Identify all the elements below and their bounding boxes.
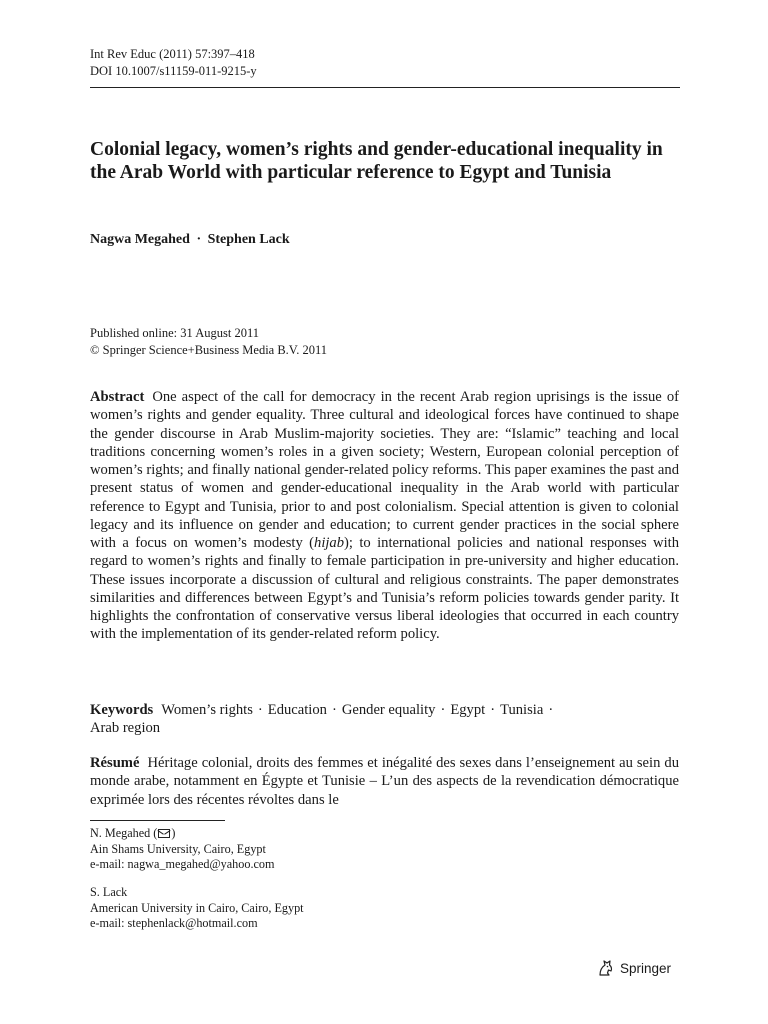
article-title: Colonial legacy, women’s rights and gender-educational inequality in the Arab World with particular reference to Egypt and Tunisia [90, 139, 663, 183]
header-rule [90, 87, 680, 88]
affiliation-email[interactable]: e-mail: nagwa_megahed@yahoo.com [90, 857, 275, 871]
keywords [90, 701, 679, 738]
resume-text: Héritage colonial, droits des femmes et inégalité des sexes dans l’enseignement au sein du monde arabe, notamment en Égypte et Tunisie – L’un des aspects de la revendication démocratique exprimée lors des récentes révoltes dans le [90, 755, 679, 808]
publication-info [90, 325, 327, 358]
envelope-icon [158, 829, 170, 838]
keyword-separator: · [331, 702, 337, 718]
keyword-separator: · [548, 702, 554, 718]
affiliation-institution: Ain Shams University, Cairo, Egypt [90, 841, 266, 856]
affiliation-name-close: ) [171, 826, 176, 840]
published-online-date: Published online: 31 August 2011 [90, 326, 259, 340]
copyright-notice: © Springer Science+Business Media B.V. 2011 [90, 342, 328, 357]
keyword: Education [267, 702, 327, 718]
abstract-italic-term: hijab [314, 535, 345, 551]
doi: DOI 10.1007/s11159-011-9215-y [90, 64, 257, 78]
keyword-separator: · [440, 702, 446, 718]
keyword: Tunisia [500, 702, 544, 718]
publisher-name: Springer [620, 960, 672, 976]
keyword: Women’s rights [161, 702, 253, 718]
affiliation-name-line [90, 826, 275, 842]
journal-citation: Int Rev Educ (2011) 57:397–418 [90, 47, 255, 61]
affiliation-name: N. Megahed ( [90, 826, 158, 840]
abstract [90, 388, 679, 644]
keyword: Gender equality [341, 702, 436, 718]
journal-header [90, 46, 257, 80]
publisher-mark [596, 958, 671, 978]
abstract-text: One aspect of the call for democracy in the recent Arab region uprisings is the issue of women’s rights and gender equality. Three cultural and ideological forces have continued to shape the gender discourse in Arab Muslim-majority societies. They are: “Islamic” teaching and local traditions concerning women’s roles in a given society; Western, European colonial perception of women’s rights; and finally national gender-related policy reforms. This paper examines the past and present status of women and gender-educational inequality in the Arab world with particular reference to Egypt and Tunisia, prior to and post colonialism. Special attention is given to colonial legacy and its influence on gender and education; to current gender practices in the social sphere with a focus on women’s modesty ( [90, 389, 679, 551]
affiliation-email[interactable]: e-mail: stephenlack@hotmail.com [90, 916, 258, 930]
resume [90, 754, 679, 809]
abstract-label: Abstract [90, 389, 145, 405]
keyword-separator: · [257, 702, 263, 718]
author-list [90, 232, 290, 248]
resume-label: Résumé [90, 755, 140, 771]
author-name: Stephen Lack [207, 232, 290, 247]
springer-horse-icon [596, 958, 616, 978]
keyword: Egypt [450, 702, 486, 718]
affiliation-megahed [90, 826, 275, 873]
abstract-text: ); to international policies and national responses with regard to women’s rights and finally to female participation in pre-university and higher education. These issues incorporate a discussion of cultural and religious constraints. The paper demonstrates similarities and differences between Egypt’s and Tunisia’s reform policies towards gender parity. It highlights the confrontation of conservative versus liberal ideologies that occurred in each country with the implementation of its gender-related reform policy. [90, 535, 679, 643]
author-name: Nagwa Megahed [90, 232, 190, 247]
author-separator: · [196, 232, 202, 247]
keyword: Arab region [90, 720, 161, 737]
footnote-rule [90, 820, 225, 821]
affiliation-lack [90, 885, 304, 932]
affiliation-institution: American University in Cairo, Cairo, Egypt [90, 900, 304, 915]
affiliation-name: S. Lack [90, 885, 128, 899]
keyword-separator: · [490, 702, 496, 718]
keywords-label: Keywords [90, 702, 154, 718]
